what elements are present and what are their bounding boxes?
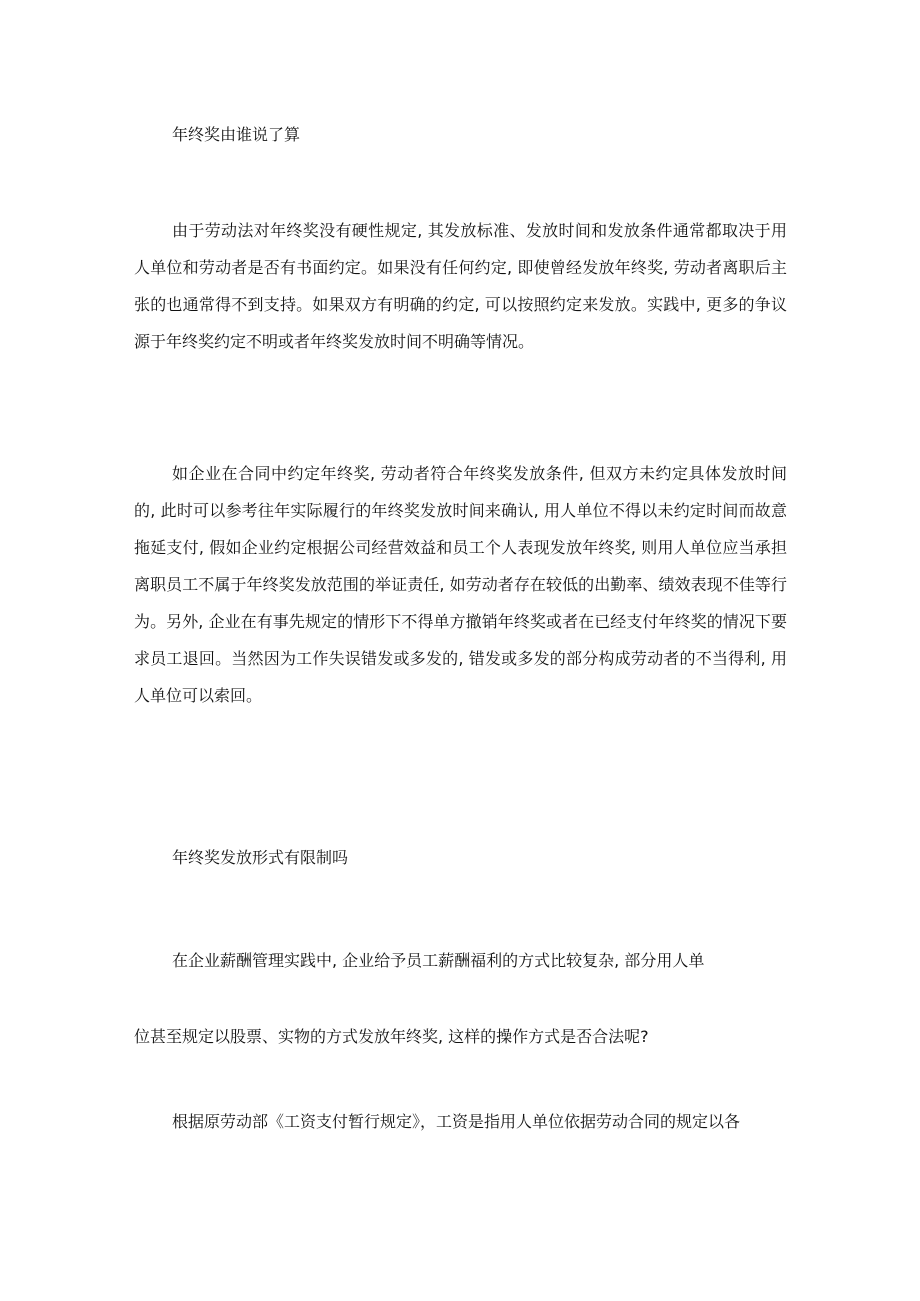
section-heading-payment-form: 年终奖发放形式有限制吗 [172, 848, 349, 867]
paragraph-legal-basis: 由于劳动法对年终奖没有硬性规定, 其发放标准、发放时间和发放条件通常都取决于用人单位和劳动者是否有书面约定。如果没有任何约定, 即使曾经发放年终奖, 劳动者离职后主张的也通常得不到支持。如果双方有明确的约定, 可以按照约定来发放。实践中, 更多的争议源于年终奖约定不明或者年终奖发放时间不明确等情况。 [134, 221, 787, 351]
paragraph-compensation-line-2: 位甚至规定以股票、实物的方式发放年终奖, 这样的操作方式是否合法呢? [134, 1027, 649, 1046]
paragraph-wage-regulation-line-1: 根据原劳动部《工资支付暂行规定》，工资是指用人单位依据劳动合同的规定以各 [172, 1112, 741, 1131]
section-heading-who-decides: 年终奖由谁说了算 [172, 125, 301, 144]
paragraph-compensation-line-1: 在企业薪酬管理实践中, 企业给予员工薪酬福利的方式比较复杂, 部分用人单 [172, 951, 705, 970]
paragraph-payment-timing: 如企业在合同中约定年终奖, 劳动者符合年终奖发放条件, 但双方未约定具体发放时间的, 此时可以参考往年实际履行的年终奖发放时间来确认, 用人单位不得以未约定时间而故意拖延支付, 假如企业约定根据公司经营效益和员工个人表现发放年终奖, 则用人单位应当承担离职员工不属于年终奖发放范围的举证责任, 如劳动者存在较低的出勤率、绩效表现不佳等行为。另外, 企业在有事先规定的情形下不得单方撤销年终奖或者在已经支付年终奖的情况下要求员工退回。当然因为工作失误错发或多发的, 错发或多发的部分构成劳动者的不当得利, 用人单位可以索回。 [134, 464, 787, 705]
